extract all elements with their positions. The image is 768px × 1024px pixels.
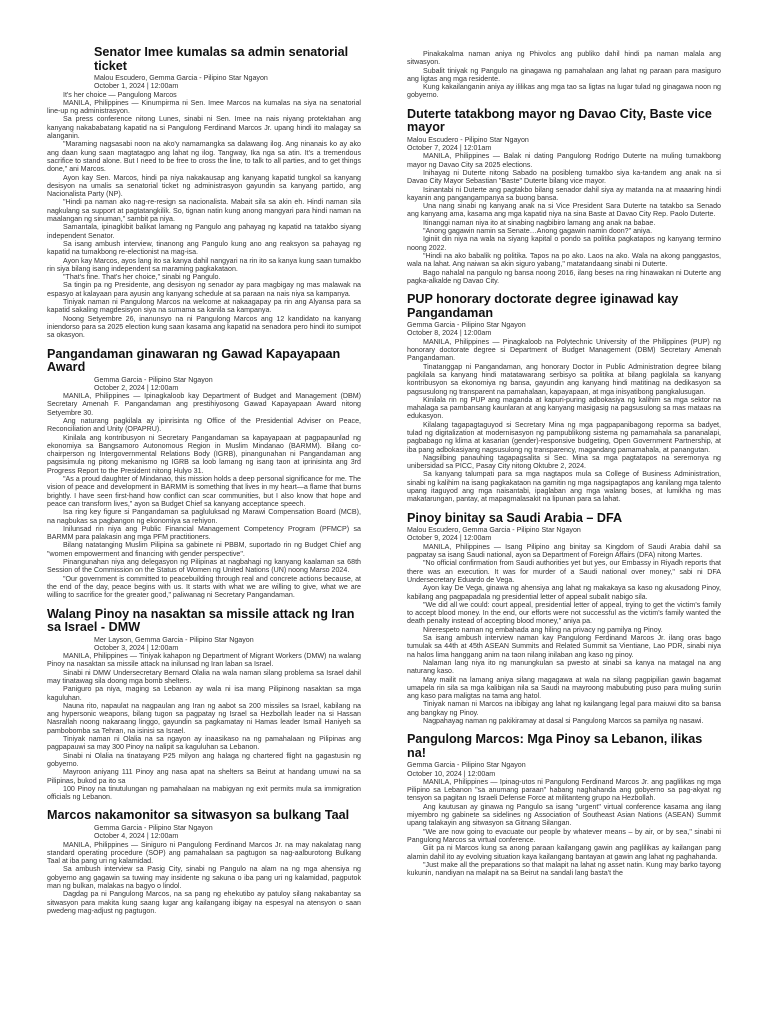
article-paragraph: Sa isang ambush interview, tinanong ang Pangulo kung ano ang reaksyon sa pahayag ng kapatid na tumakbong re-electionist na mag-isa. [47, 239, 361, 257]
article-paragraph: Ayon kay De Vega, ginawa ng ahensiya ang lahat ng makakaya sa kaso ng akusadong Pinoy, kabilang ang pagpapadala ng presidential letter of appeal subalit nabigo sila. [407, 584, 721, 601]
article-paragraph: "Hindi na ako babalik ng politika. Tapos na po ako. Laos na ako. Wala na akong panggastos, wala na lahat. Ang naiwan sa akin siguro yabang," matatandaang sinabi ni Duterte. [407, 251, 721, 269]
article-paragraph: Isinantabi ni Duterte ang pagtakbo bilang senador dahil siya ay matanda na at maaaring hindi kayanin ang pangangampanya sa buong bansa. [407, 185, 721, 202]
article [407, 108, 721, 285]
article-byline: Gemma Garcia - Pilipino Star Ngayon [94, 375, 213, 384]
article-paragraph: Paniguro pa niya, maging sa Lebanon ay wala ni isa mang Pilipinong nasaktan sa mga kaguluhan. [47, 685, 361, 702]
article [47, 608, 361, 802]
article-paragraph: Nauna rito, napaulat na nagpaulan ang Iran ng aabot sa 200 missiles sa Israel, kabilang na ang hypersonic weapons, bilang tugon sa pagpatay ng Israel sa Hezbollah leader na si Hassan Nasrallah noong nakaraang linggo, gayundin sa pagkamatay ni Hamas leader Ismail Haniyeh sa pambobomba sa Tehran, na isinisi sa Israel. [47, 701, 361, 735]
article-paragraph: Pinangunahan niya ang delegasyon ng Pilipinas at nagbahagi ng kanyang kaalaman sa 68th Session of the Commission on the Status of Women ng United Nations (UN) noong Marso 2024. [47, 558, 361, 575]
article [47, 348, 361, 600]
right-column [407, 50, 721, 885]
article-paragraph: Ayon kay Sen. Marcos, hindi pa niya nakakausap ang kanyang kapatid tungkol sa kanyang desisyon na umalis sa senatorial ticket ng administrasyon gayundin sa kanyang partido, ang Nacionalista Party (NP). [47, 173, 361, 199]
article-paragraph: Isa ring key figure si Pangandaman sa pagluluksad ng Marawi Compensation Board (MCB), na nagbukas sa pagbangon ng ekonomiya sa rehiyon. [47, 508, 361, 525]
article-paragraph: Nagsilbing panauhing tagapagsalita si Sec. Mina sa mga pagtatapos na seremonya ng unibersidad sa PICC, Pasay City nitong Oktubre 2, 2024. [407, 453, 721, 471]
article-paragraph: Dagdag pa ni Pangulong Marcos, na sa pang ng ehekutibo ay patuloy silang nakabantay sa sitwasyon para makita kung saang lugar ang kailangang ibigay na espesyal na atensyon o saan pwedeng mag-adjust ng pagtugon. [47, 890, 361, 915]
article-headline: Pangulong Marcos: Mga Pinoy sa Lebanon, ilikas na! [407, 732, 703, 760]
article-paragraph: Ang kautusan ay ginawa ng Pangulo sa isang "urgent" virtual conference kasama ang ilang miyembro ng gabinete sa sidelines ng Association of Southeast Asian Nations (ASEAN) Summit upang talakayin ang sitwasyon sa Gitnang Silangan. [407, 802, 721, 828]
article-paragraph: 100 Pinoy na tinutulungan ng pamahalaan na mabigyan ng exit permits mula sa immigration officials ng Lebanon. [47, 784, 361, 802]
article-paragraph: "Our government is committed to peacebuilding through real and concrete actions because, at the end of the day, peace begins with us. It starts with what we are willing to give, what we are willing to sacrifice for the greater good," paliwanag ni Secretary Pangandaman. [47, 574, 361, 600]
article-paragraph: Sa kanyang talumpati para sa mga nagtapos mula sa College of Business Administration, sinabi ng kalihim na isang pagkakataon na gamitin ng mga nagsipagtapos ang kanilang mga talento upang itaguyod ang mga naisantabi, ipaglaban ang mga walang boses, at lumikha ng mas makatarungan, pantay, at mapagmalasakit na lipunan para sa lahat. [407, 470, 721, 504]
article-paragraph: Una nang sinabi ng kanyang anak na si Vice President Sara Duterte na tatakbo sa Senado ang kanyang ama, kasama ang mga kapatid niya na sina Baste at Davao City Rep. Paolo Duterte. [407, 202, 721, 219]
article-paragraph: Ayon kay Marcos, ayos lang ito sa kanya dahil nangyari na rin ito sa kanya kung saan tumakbo rin siya bilang isang independent sa maraming pagkakataon. [47, 256, 361, 273]
article-date: October 7, 2024 | 12:01am [407, 144, 492, 153]
article-paragraph: MANILA, Philippines — Pinagkaloob na Polytechnic University of the Philippines (PUP) ng honorary doctorate degree si Department of Budget Management (DBM) Secretary Amenah Pangandaman. [407, 337, 721, 363]
article-paragraph: MANILA, Philippines — Ipinag-utos ni Pangulong Ferdinand Marcos Jr. ang paglilikas ng mga Pilipino sa Lebanon "sa anumang paraan" habang naghahanda ang gobyerno sa pag-akyat ng tensyon sa pagitan ng Israeli Defense Force at militanteng grupo na Hezbollah. [407, 777, 721, 803]
article-paragraph: Iginiit din niya na wala na siyang kapital o pondo sa politika pagkatapos ng kanyang termino noong 2022. [407, 235, 721, 252]
article-byline: Gemma Garcia - Pilipino Star Ngayon [407, 321, 526, 330]
article-paragraph: "Maraming nagsasabi noon na ako'y namamangka sa dalawang ilog. Ang ninanais ko ay ako ang daan kung saan magtatagpo ang lahat ng ilog. Tangway, Ika nga sa atin. It's a tremendous sacrifice to stand alone. But I need to be free to cross the line, to talk to all parties, and to get things done," ani Marcos. [47, 140, 361, 174]
article-paragraph: Ang naturang pagkilala ay ipinrisinta ng Office of the Presidential Adviser on Peace, Reconciliation and Unity (OPAPRU). [47, 416, 361, 434]
article-paragraph: Bago nahalal na pangulo ng bansa noong 2016, ilang beses na ring hinawakan ni Duterte ang pagka-alkalde ng Davao City. [407, 268, 721, 285]
article-headline: Walang Pinoy na nasaktan sa missile attack ng Iran sa Israel - DMW [47, 606, 355, 635]
article-paragraph: "Hindi pa naman ako nag-re-resign sa nacionalista. Mabait sila sa akin eh. Hindi naman sila nagkulang sa support at pagtatangkilik. So, tignan natin kung anong mangyari para hindi naman na maalangan ng sinuman," sambit pa niya. [47, 198, 361, 224]
article [407, 512, 721, 726]
article-headline: Marcos nakamonitor sa sitwasyon sa bulkang Taal [47, 808, 350, 823]
article-date: October 3, 2024 | 12:00am [94, 643, 179, 652]
article-headline: Pinoy binitay sa Saudi Arabia – DFA [407, 510, 623, 525]
article-date: October 9, 2024 | 12:00am [407, 534, 492, 543]
article-headline: Pangandaman ginawaran ng Gawad Kapayapaan Award [47, 346, 341, 374]
article-paragraph: "That's fine. That's her choice," sinabi ng Pangulo. [63, 273, 221, 282]
article-paragraph: Kinilala rin ng PUP ang maganda at kapuri-puring adbokasiya ng kalihim sa mga sektor na mahalaga sa pambansang kaunlaran at ang kanyang masigasig na pagsusulong sa mas mataas na edukasyon. [407, 395, 721, 421]
article-paragraph: Subalit tiniyak ng Pangulo na ginagawa ng pamahalaan ang lahat ng paraan para masiguro ang ligtas ang mga residente. [407, 66, 721, 83]
article-paragraph: Sinabi ni Olalia na tinatayang P25 milyon ang halaga ng chartered flight na gagastusin ng gobyerno. [47, 751, 361, 768]
article-paragraph: "Anong gagawin namin sa Senate…Anong gagawin namin doon?" aniya. [423, 227, 653, 236]
article [407, 50, 721, 100]
article-byline: Mer Layson, Gemma Garcia - Pilipino Star Ngayon [94, 635, 254, 644]
article-paragraph: Nagpahayag naman ng pakikiramay at dasal si Pangulong Marcos sa pamilya ng nasawi. [423, 716, 704, 725]
article-paragraph: "Just make all the preparations so that malapit na lahat ng asset natin. Kung may barko tayong kukunin, nandiyan na malapit na sa Beirut na sandali lang basta't the [407, 860, 721, 878]
article-date: October 4, 2024 | 12:00am [94, 832, 179, 841]
article-paragraph: Kinilala ang kontribusyon ni Secretary Pangandaman sa kapayapaan at pagpapaunlad ng ekonomiya sa Bangsamoro Autonomous Region in Muslim Mindanao (BARMM). Bilang co-chairperson ng Intergovernmental Relations Body (IGRB), pinangunahan ni Pangandaman ang pagsisimula ng pitong mekanismo ng IGRB sa loob lamang ng isang taon at iprinisinta ang 3rd Progress Report to the President nitong Hulyo 31. [47, 433, 361, 475]
article-paragraph: "As a proud daughter of Mindanao, this mission holds a deep personal significance for me. The vision of peace and development in BARMM is something that lives in my heart—a flame that burns brightly. I have seen first-hand how conflict can scar communities, but I also know that hope and peace can transform lives," ayon sa Budget Chief sa kanyang acceptance speech. [47, 475, 361, 508]
article-paragraph: MANILA, Philippines — Siniguro ni Pangulong Ferdinand Marcos Jr. na may nakalatag nang standard operating procedure (SOP) ang pamahalaan sa pagtugon sa nag-aalburotong Bulkang Taal at iba pang uri ng kalamidad. [47, 840, 361, 866]
article-paragraph: Mayroon aniyang 111 Pinoy ang nasa apat na shelters sa Beirut at handang umuwi na sa Pilipinas, bukod pa ito sa [47, 768, 361, 785]
article-paragraph: "We did all we could: court appeal, presidential letter of appeal, trying to get the victim's family to accept blood money. In the end, our efforts were not successful as the victim's family wanted the death penalty instead of accepting blood money," aniya pa. [407, 600, 721, 626]
article-paragraph: Sa tingin pa ng Presidente, ang desisyon ng senador ay para magbigay ng mas malawak na espasyo at kalayaan para ayusin ang kanyang schedule at sa paraan na nais niya sa kampanya. [47, 281, 361, 298]
article-paragraph: Inihayag ni Duterte nitong Sabado na posibleng tumakbo siya ka-tandem ang anak na si Davao City Mayor Sebastian "Baste" Duterte bilang vice mayor. [407, 168, 721, 186]
article-byline: Gemma Garcia - Pilipino Star Ngayon [407, 761, 526, 770]
article-paragraph: "No official confirmation from Saudi authorities yet but yes, our Embassy in Riyadh reports that there was an execution. It was for murder of a Saudi national over money," sabi ni DFA Undersecretary Eduardo de Vega. [407, 559, 721, 584]
article-paragraph: Tiniyak naman ni Pangulong Marcos na welcome at nakaagapay pa rin ang Alyansa para sa kapatid sakaling magdesisyon siya na sumama sa kanila sa kampanya. [47, 298, 361, 315]
article [47, 46, 361, 340]
article-date: October 10, 2024 | 12:00am [407, 769, 496, 778]
article-paragraph: Bilang natatanging Muslim Pilipina sa gabinete ni PBBM, suportado rin ng Budget Chief ang "women empowerment and financing with gender perspective". [47, 541, 361, 558]
article-paragraph: MANILA, Philippines — Kinumpirma ni Sen. Imee Marcos na kumalas na siya na senatorial line-up ng administrasyon. [47, 98, 361, 116]
article-headline: Senator Imee kumalas sa admin senatorial ticket [94, 45, 349, 73]
article [407, 733, 721, 877]
article-paragraph: Kilalang tagapagtaguyod si Secretary Mina ng mga pagpapanibagong reporma sa badyet, tulad ng digitalization at modernisasyon ng pampublikong sistema ng pamamahala sa pananalapi, pagbabago ng klima at kasarian (gender)-responsive budgeting, Open Government Partnership, at iba pang adbokasiyang nagsusulong ng transparency, magandang pamamahala, at panangutan. [407, 420, 721, 454]
article-paragraph: Nirerespeto naman ng embahada ang hiling na privacy ng pamilya ng Pinoy. [423, 625, 663, 634]
article-paragraph: "We are now going to evacuate our people by whatever means – by air, or by sea," sinabi ni Pangulong Marcos sa virtual conference. [407, 827, 721, 844]
article-byline: Malou Escudero, Gemma Garcia - Pilipino Star Ngayon [407, 526, 581, 535]
article-date: October 1, 2024 | 12:00am [94, 82, 179, 91]
article-paragraph: Tiniyak naman ni Marcos na ibibigay ang lahat ng kailangang legal para maiuwi dito sa bansa ang bangkay ng Pinoy. [407, 700, 721, 717]
article-paragraph: MANILA, Philippines — Isang Pilipino ang binitay sa Kingdom of Saudi Arabia dahil sa pagpatay sa isang Saudi national, ayon sa Department of Foreign Affairs (DFA) nitong Martes. [407, 542, 721, 560]
article-paragraph: MANILA, Philippines — Tiniyak kahapon ng Department of Migrant Workers (DMW) na walang Pinoy na nasaktan sa missile attack na inilunsad ng Iran laban sa Israel. [47, 652, 361, 669]
article-headline: Duterte tatakbong mayor ng Davao City, Baste vice mayor [407, 106, 712, 135]
article-paragraph: Noong Setyembre 26, inanunsyo na ni Pangulong Marcos ang 12 kandidato na kanyang iniendorso para sa 2025 election kung saan kasama ang kapatid na senadora pero hindi ito sumipot sa okasyon. [47, 314, 361, 340]
left-column [47, 46, 361, 923]
article-byline: Gemma Garcia - Pilipino Star Ngayon [94, 823, 213, 832]
article-paragraph: Tiniyak naman ni Olalia na sa ngayon ay inaasikaso na ng pamahalaan ng Pilipinas ang pagpapauwi sa may 300 Pinoy na nalipit sa kaguluhan sa Lebanon. [47, 735, 361, 752]
article-paragraph: Kung kakailanganin aniya ay ililikas ang mga tao sa ligtas na lugar tulad ng ginagawa noon ng gobyerno. [407, 83, 721, 100]
article-date: October 8, 2024 | 12:00am [407, 329, 492, 338]
article-paragraph: Samantala, ipinagkibit balikat lamang ng Pangulo ang pahayag ng kapatid na tatakbo siyang independent Senator. [47, 223, 361, 240]
article-paragraph: Itinanggi naman niya ito at sinabing nagbibiro lamang ang anak na babae. [423, 218, 656, 227]
article-date: October 2, 2024 | 12:00am [94, 383, 179, 392]
article-paragraph: MANILA, Philippines — Ipinagkaloob kay Department of Budget and Management (DBM) Secretary Amenah F. Pangandaman ang prestihiyosong Gawad Kapayapaan Award nitong Setyembre 30. [47, 392, 361, 417]
article [47, 809, 361, 915]
article-paragraph: Nalaman lang niya ito ng manungkulan sa pwesto at sinabi sa kanya na matagal na ang naturang kaso. [407, 658, 721, 676]
article-paragraph: Tinatanggap ni Pangandaman, ang honorary Doctor in Public Administration degree bilang pagkilala sa kanyang hindi matatawarang serbisyo sa politika at bilang pagkilala sa kanyang kontribusyon sa ekonomiya ng bansa, gayundin ang kanyang hindi matitinag na dedikasyon sa pagsusulong ng transparent na pamahalaan, kapayapaan, at mga inisyatibong pangkalusugan. [407, 362, 721, 396]
article-byline: Malou Escudero - Pilipino Star Ngayon [407, 135, 529, 144]
article-paragraph: Sa isang ambush interview naman kay Pangulong Ferdinand Marcos Jr. ilang oras bago tumulak sa 44th at 45th ASEAN Summits and Related Summit sa Vientiane, Lao PDR, sinabi niya na halos lima hanggang anim na taon nilang inilaban ang kaso ng pinoy. [407, 634, 721, 659]
article-paragraph: Inilunsad rin niya ang Public Financial Management Competency Program (PFMCP) sa BARMM para palakasin ang mga PFM practitioners. [47, 524, 361, 542]
article-paragraph: Sa ambush interview sa Pasig City, sinabi ng Pangulo na alam na ng mga ahensiya ng gobyerno ang gagawin sa tuwing may insidente ng sakuna o iba pang uri ng kalamidad, pagputok man ng bulkan, malakas na bagyo o lindol. [47, 865, 361, 891]
article-paragraph: Giit pa ni Marcos kung sa anong paraan kailangang gawin ang paglilikas ay kailangan pang alamin dahil ito ay evolving situation kaya kailangang bantayan at gawin ang lahat ng paghahanda. [407, 844, 721, 861]
article [407, 293, 721, 504]
article-paragraph: Sinabi ni DMW Undersecretary Bernard Olalia na wala naman silang problema sa Israel dahil may tinatawag sila doong mga bomb shelters. [47, 668, 361, 685]
article-headline: PUP honorary doctorate degree iginawad kay Pangandaman [407, 292, 679, 320]
article-byline: Malou Escudero, Gemma Garcia - Pilipino Star Ngayon [94, 74, 268, 82]
article-paragraph: It's her choice — Pangulong Marcos [63, 90, 177, 99]
article-paragraph: Sa press conference nitong Lunes, sinabi ni Sen. Imee na nais niyang protektahan ang kanyang nakababatang kapatid na si Pangulong Ferdinand Marcos Jr. upang hindi ito malagay sa alanganin. [47, 115, 361, 141]
article-paragraph: MANILA, Philippines — Balak ni dating Pangulong Rodrigo Duterte na muling tumakbong mayor ng Davao City sa 2025 elections. [407, 152, 721, 169]
article-paragraph: May mailit na lamang aniya silang magagawa at wala na silang pagpipilian gawin bagamat umapela rin sila sa mga kalibigan nila sa Saudi na mayroong mabubuting puso para muling suriin ang kaso para maligtas na tama ang hatol. [407, 675, 721, 701]
article-paragraph: Pinakakalma naman aniya ng Phivolcs ang publiko dahil hindi pa naman malala ang sitwasyon. [407, 50, 721, 67]
